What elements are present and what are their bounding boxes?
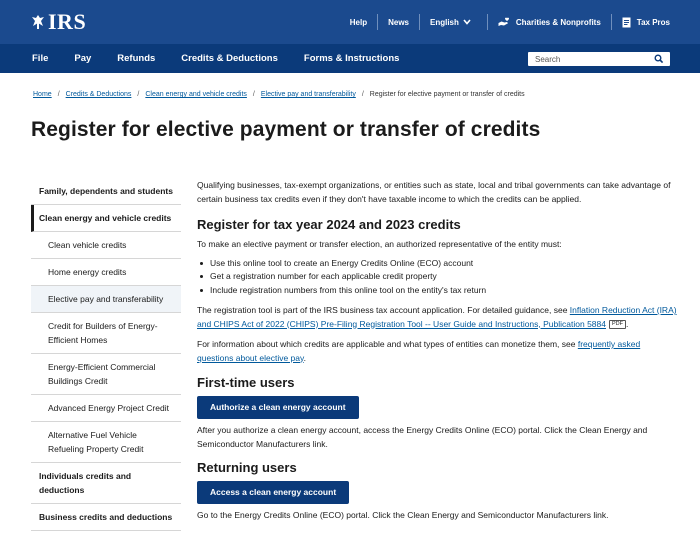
list-item: Include registration numbers from this online tool on the entity's tax return: [197, 284, 677, 298]
charities-label: Charities & Nonprofits: [515, 17, 601, 27]
register-heading: Register for tax year 2024 and 2023 credits: [197, 217, 461, 232]
divider: [611, 14, 612, 30]
access-account-button[interactable]: Access a clean energy account: [197, 481, 349, 504]
publication-5884-link[interactable]: Inflation Reduction Act (IRA) and CHIPS Act of 2022 (CHIPS) Pre-Filing Registration Tool -- User Guide and Instructions, Publication 5884: [197, 305, 677, 329]
sidebar-item-alt-fuel[interactable]: Alternative Fuel Vehicle Refueling Property Credit: [31, 422, 181, 463]
irs-logo[interactable]: [31, 11, 86, 33]
breadcrumb-separator: /: [361, 91, 364, 98]
tax-pros-link[interactable]: [622, 17, 670, 28]
main-content: [197, 179, 677, 523]
sidebar-item-builders-credit[interactable]: Credit for Builders of Energy-Efficient Homes: [31, 313, 181, 354]
pdf-badge: PDF: [609, 320, 626, 329]
first-time-heading: First-time users: [197, 375, 295, 390]
nav-credits-deductions[interactable]: Credits & Deductions: [181, 53, 278, 64]
returning-text: Go to the Energy Credits Online (ECO) portal. Click the Clean Energy and Semiconductor Manufacturers link.: [197, 510, 609, 520]
breadcrumb-home[interactable]: Home: [33, 91, 52, 98]
sidebar-item-advanced-energy[interactable]: Advanced Energy Project Credit: [31, 395, 181, 422]
intro-paragraph: Qualifying businesses, tax-exempt organizations, or entities such as state, local and tribal governments can take advantage of certain business tax credits even if they don't have taxable income to which the credits can be applied.: [197, 180, 671, 204]
breadcrumb-credits-deductions[interactable]: Credits & Deductions: [65, 91, 132, 98]
nav-pay[interactable]: Pay: [74, 53, 92, 64]
requirements-list: [197, 257, 677, 298]
divider: [419, 14, 420, 30]
search-box: [528, 52, 670, 66]
divider: [377, 14, 378, 30]
charities-link[interactable]: [498, 17, 601, 27]
info-paragraph: For information about which credits are applicable and what types of entities can monetize them, see frequently asked questions about elective pay.: [197, 339, 641, 363]
help-link[interactable]: Help: [349, 17, 368, 27]
language-selector[interactable]: [430, 18, 477, 27]
breadcrumb: [33, 91, 525, 98]
list-item: Get a registration number for each applicable credit property: [197, 270, 677, 284]
register-text: To make an elective payment or transfer election, an authorized representative of the entity must:: [197, 239, 562, 249]
nav-forms-instructions[interactable]: Forms & Instructions: [303, 53, 400, 64]
breadcrumb-separator: /: [137, 91, 140, 98]
sidebar-item-clean-vehicle[interactable]: Clean vehicle credits: [31, 232, 181, 259]
sidebar-item-business[interactable]: Business credits and deductions: [31, 504, 181, 531]
sidebar-nav: [31, 178, 181, 531]
tool-paragraph: The registration tool is part of the IRS business tax account application. For detailed guidance, see Inflation Reduction Act (IRA) and CHIPS Act of 2022 (CHIPS) Pre-Filing Registration Tool -- User Guide and Instructions, Publication 5884 PDF .: [197, 305, 677, 329]
page-title: Register for elective payment or transfer of credits: [31, 118, 541, 141]
tax-pros-label: Tax Pros: [636, 17, 670, 27]
sidebar-item-clean-energy[interactable]: Clean energy and vehicle credits: [31, 205, 181, 232]
chevron-down-icon: [463, 19, 471, 25]
eagle-icon: [31, 14, 45, 30]
breadcrumb-elective-pay[interactable]: Elective pay and transferability: [260, 91, 356, 98]
search-icon[interactable]: [654, 54, 664, 64]
faq-link[interactable]: frequently asked questions about elective pay: [197, 339, 641, 363]
nav-file[interactable]: File: [32, 53, 49, 64]
tool-text: The registration tool is part of the IRS business tax account application. For detailed guidance, see: [197, 305, 570, 315]
search-input[interactable]: [528, 55, 650, 64]
breadcrumb-separator: /: [57, 91, 60, 98]
sidebar-item-home-energy[interactable]: Home energy credits: [31, 259, 181, 286]
info-text: For information about which credits are applicable and what types of entities can monetize them, see: [197, 339, 578, 349]
breadcrumb-current: Register for elective payment or transfer of credits: [369, 91, 525, 98]
logo-text: IRS: [48, 9, 87, 34]
breadcrumb-clean-energy[interactable]: Clean energy and vehicle credits: [145, 91, 247, 98]
news-link[interactable]: News: [388, 17, 409, 27]
sidebar-item-elective-pay[interactable]: Elective pay and transferability: [31, 286, 181, 313]
first-time-text: After you authorize a clean energy account, access the Energy Credits Online (ECO) portal. Click the Clean Energy and Semiconductor Manufacturers link.: [197, 425, 648, 449]
sidebar-item-individuals[interactable]: Individuals credits and deductions: [31, 463, 181, 504]
list-item: Use this online tool to create an Energy Credits Online (ECO) account: [197, 257, 677, 271]
language-label: English: [430, 17, 459, 27]
divider: [487, 14, 488, 30]
nav-refunds[interactable]: Refunds: [117, 53, 156, 64]
sidebar-item-family[interactable]: Family, dependents and students: [31, 178, 181, 205]
breadcrumb-separator: /: [252, 91, 255, 98]
sidebar-item-commercial-buildings[interactable]: Energy-Efficient Commercial Buildings Credit: [31, 354, 181, 395]
hand-heart-icon: [498, 17, 510, 27]
top-header: [0, 0, 700, 44]
authorize-account-button[interactable]: Authorize a clean energy account: [197, 396, 359, 419]
returning-heading: Returning users: [197, 460, 297, 475]
document-icon: [622, 17, 631, 28]
